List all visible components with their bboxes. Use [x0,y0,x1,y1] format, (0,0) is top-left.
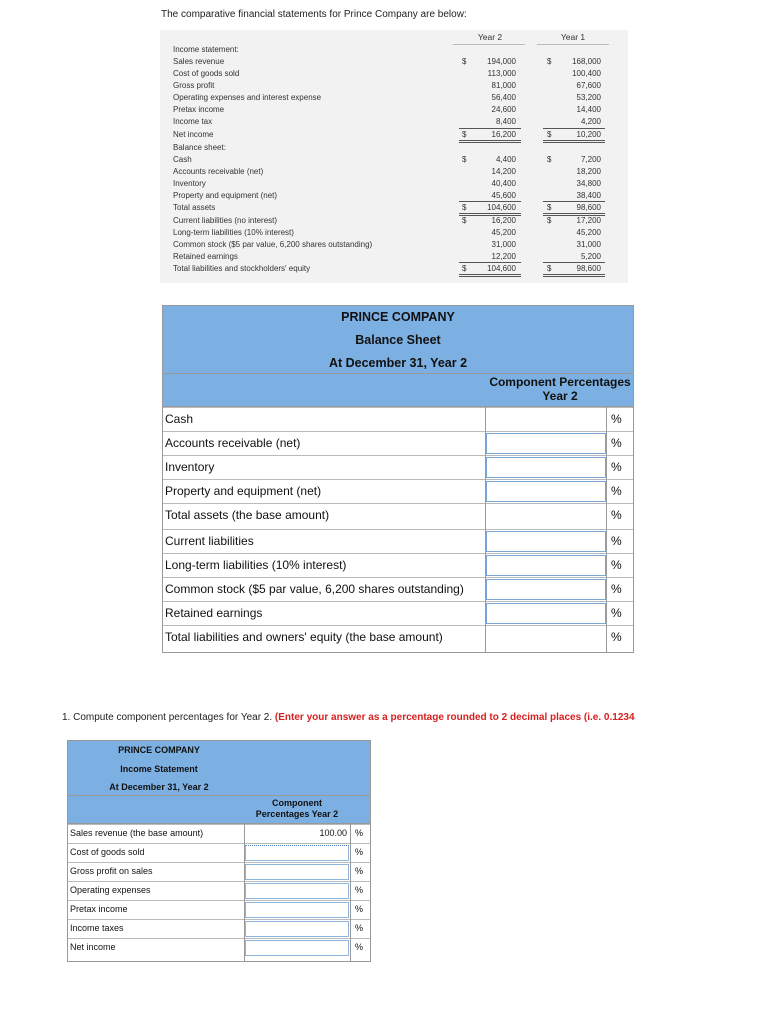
bs-percentage-input[interactable] [486,555,606,576]
statement-row-label: Inventory [173,179,206,188]
year2-value: 113,000 [487,69,516,78]
bs-percentage-input[interactable] [486,579,606,600]
year2-value: 16,200 [491,130,516,139]
rule-net-income-y1-top [543,128,605,129]
bs-row [162,503,634,530]
bs-statement-title: Balance Sheet [355,333,441,347]
statement-row [173,81,613,93]
percent-sign: % [611,606,622,620]
year1-value: 168,000 [572,57,601,66]
currency-symbol: $ [462,216,467,225]
bs-left-border [162,407,163,653]
is-row [67,862,371,882]
year1-value: 53,200 [576,93,601,102]
year2-value: 81,000 [491,81,516,90]
statement-row [173,155,613,167]
statement-row [173,167,613,179]
year2-value: 104,600 [487,264,516,273]
statement-row-label: Accounts receivable (net) [173,167,264,176]
bs-row-label: Total liabilities and owners' equity (the base amount) [165,630,443,644]
rule-net-income-y2-bottom [459,140,521,143]
currency-symbol: $ [547,57,552,66]
year2-header: Year 2 [477,32,503,42]
bs-row [162,601,634,626]
rule-total-liab-y2-top [459,262,521,263]
bs-row-label: Long-term liabilities (10% interest) [165,558,347,572]
year2-value: 24,600 [491,105,516,114]
statement-row-label: Current liabilities (no interest) [173,216,278,225]
rule-total-assets-y2-bottom [459,213,521,216]
rule-total-assets-y2-top [459,201,521,202]
percent-sign: % [355,866,364,876]
statement-row-label: Common stock ($5 par value, 6,200 shares outstanding) [173,240,373,249]
statement-row [173,179,613,191]
statement-row [173,240,613,252]
bs-row [162,479,634,504]
year2-value: 31,000 [491,240,516,249]
currency-symbol: $ [547,130,552,139]
is-column-header: Component Percentages Year 2 [255,798,339,819]
is-right-border [370,824,371,962]
year1-value: 4,200 [580,117,601,126]
currency-symbol: $ [462,203,467,212]
bs-row-label: Inventory [165,460,215,474]
statement-row-label: Long-term liabilities (10% interest) [173,228,294,237]
statement-row-label: Operating expenses and interest expense [173,93,322,102]
statement-row-label: Retained earnings [173,252,238,261]
question-text: 1. Compute component percentages for Year 2. [62,712,273,723]
currency-symbol: $ [547,264,552,273]
percent-sign: % [355,828,364,838]
bs-row-label: Total assets (the base amount) [165,508,330,522]
year1-value: 100,400 [572,69,601,78]
is-row-label: Gross profit on sales [70,866,153,876]
is-percentage-input[interactable] [245,940,349,956]
statement-row-label: Income statement: [173,45,239,54]
currency-symbol: $ [547,155,552,164]
percent-sign: % [611,508,622,522]
rule-total-liab-y1-top [543,262,605,263]
statement-row-label: Total assets [173,203,216,212]
is-row [67,824,371,844]
statement-row-label: Pretax income [173,105,225,114]
year2-value: 104,600 [487,203,516,212]
statement-row-label: Sales revenue [173,57,225,66]
bs-row [162,455,634,480]
year1-value: 34,800 [576,179,601,188]
year1-value: 67,600 [576,81,601,90]
is-percentage-input[interactable] [245,902,349,918]
bs-percentage-input[interactable] [486,505,606,526]
currency-symbol: $ [462,155,467,164]
is-row-label: Sales revenue (the base amount) [70,828,204,838]
is-row-label: Pretax income [70,904,128,914]
percent-sign: % [611,558,622,572]
statement-row [173,45,613,57]
rule-total-assets-y1-bottom [543,213,605,216]
is-row-label: Net income [70,942,116,952]
statement-row-label: Gross profit [173,81,215,90]
bs-percentage-input[interactable] [486,409,606,430]
currency-symbol: $ [547,216,552,225]
percent-sign: % [611,582,622,596]
year1-value: 18,200 [576,167,601,176]
bs-right-border [633,407,634,653]
is-row-label: Cost of goods sold [70,847,145,857]
currency-symbol: $ [547,203,552,212]
rule-total-liab-y2-bottom [459,274,521,277]
percent-sign: % [611,436,622,450]
is-row-label: Income taxes [70,923,124,933]
year2-value: 12,200 [491,252,516,261]
percent-sign: % [611,460,622,474]
question-instruction: (Enter your answer as a percentage rounded to 2 decimal places (i.e. 0.1234 [274,712,635,723]
income-statement-table [67,740,371,962]
statement-row [173,69,613,81]
percent-sign: % [355,942,364,952]
year1-value: 5,200 [580,252,601,261]
rule-total-assets-y1-top [543,201,605,202]
bs-percentage-input[interactable] [486,531,606,552]
rule-total-liab-y1-bottom [543,274,605,277]
bs-row [162,577,634,602]
year2-value: 40,400 [491,179,516,188]
statement-row [173,228,613,240]
year1-value: 38,400 [576,191,601,200]
bs-row [162,431,634,456]
bs-row-label: Common stock ($5 par value, 6,200 shares outstanding) [165,582,464,596]
bs-percentage-input[interactable] [486,433,606,454]
rule-net-income-y2-top [459,128,521,129]
bs-percentage-input[interactable] [486,627,606,648]
statement-row-label: Net income [173,130,214,139]
percent-sign: % [355,904,364,914]
percent-sign: % [355,885,364,895]
is-row [67,900,371,920]
statement-row [173,93,613,105]
is-percentage-input[interactable] [245,921,349,937]
year1-value: 17,200 [576,216,601,225]
statement-row-label: Total liabilities and stockholders' equity [173,264,311,273]
bs-percentage-input[interactable] [486,457,606,478]
bs-percentage-input[interactable] [486,603,606,624]
percent-sign: % [611,630,622,644]
year2-value: 56,400 [491,93,516,102]
statement-row-label: Cash [173,155,192,164]
statement-row-label: Cost of goods sold [173,69,240,78]
bs-row [162,553,634,578]
is-base-value: 100.00 [319,828,347,838]
bs-row [162,529,634,554]
bs-company-name: PRINCE COMPANY [341,310,455,324]
statement-row [173,105,613,117]
percent-sign: % [355,847,364,857]
year2-value: 16,200 [491,216,516,225]
percent-sign: % [611,484,622,498]
year1-value: 10,200 [576,130,601,139]
is-left-border [67,824,68,962]
year1-value: 45,200 [576,228,601,237]
is-statement-title: Income Statement [120,764,198,774]
percent-sign: % [611,534,622,548]
is-percentage-input[interactable] [245,864,349,880]
bs-percentage-input[interactable] [486,481,606,502]
statement-row [173,143,613,155]
currency-symbol: $ [462,264,467,273]
year1-value: 31,000 [576,240,601,249]
bs-column-header: Component Percentages Year 2 [489,375,631,403]
year2-value: 4,400 [495,155,516,164]
bs-bottom-border [162,652,634,653]
is-row [67,881,371,901]
currency-symbol: $ [462,57,467,66]
percent-sign: % [355,923,364,933]
is-percentage-input[interactable] [245,883,349,899]
statement-row [173,216,613,228]
statement-row-label: Property and equipment (net) [173,191,278,200]
bs-row-label: Accounts receivable (net) [165,436,301,450]
is-company-name: PRINCE COMPANY [118,745,200,755]
year2-value: 45,200 [491,228,516,237]
year1-value: 14,400 [576,105,601,114]
rule-net-income-y1-bottom [543,140,605,143]
year1-value: 98,600 [576,203,601,212]
year1-value: 98,600 [576,264,601,273]
year1-header: Year 1 [560,32,586,42]
statement-row-label: Income tax [173,117,213,126]
statement-row [173,57,613,69]
bs-row [162,625,634,652]
question-1 [62,712,635,723]
year2-value: 14,200 [491,167,516,176]
intro-text: The comparative financial statements for Prince Company are below: [161,9,467,20]
bs-row-label: Cash [165,412,194,426]
bs-label-divider [485,407,486,653]
bs-row [162,407,634,432]
is-row-label: Operating expenses [70,885,151,895]
is-row [67,938,371,958]
is-row [67,843,371,863]
is-input-divider [350,824,351,962]
bs-input-divider [606,407,607,653]
is-percentage-input[interactable] [245,845,349,861]
balance-sheet-table [162,305,634,653]
is-statement-date: At December 31, Year 2 [109,782,209,792]
is-label-divider [244,824,245,962]
currency-symbol: $ [462,130,467,139]
year2-value: 194,000 [487,57,516,66]
bs-row-label: Retained earnings [165,606,263,620]
bs-row-label: Property and equipment (net) [165,484,322,498]
percent-sign: % [611,412,622,426]
year2-value: 8,400 [495,117,516,126]
is-bottom-border [67,961,371,962]
bs-statement-date: At December 31, Year 2 [328,356,468,370]
is-row [67,919,371,939]
year2-value: 45,600 [491,191,516,200]
statement-row-label: Balance sheet: [173,143,226,152]
year1-value: 7,200 [580,155,601,164]
bs-row-label: Current liabilities [165,534,254,548]
